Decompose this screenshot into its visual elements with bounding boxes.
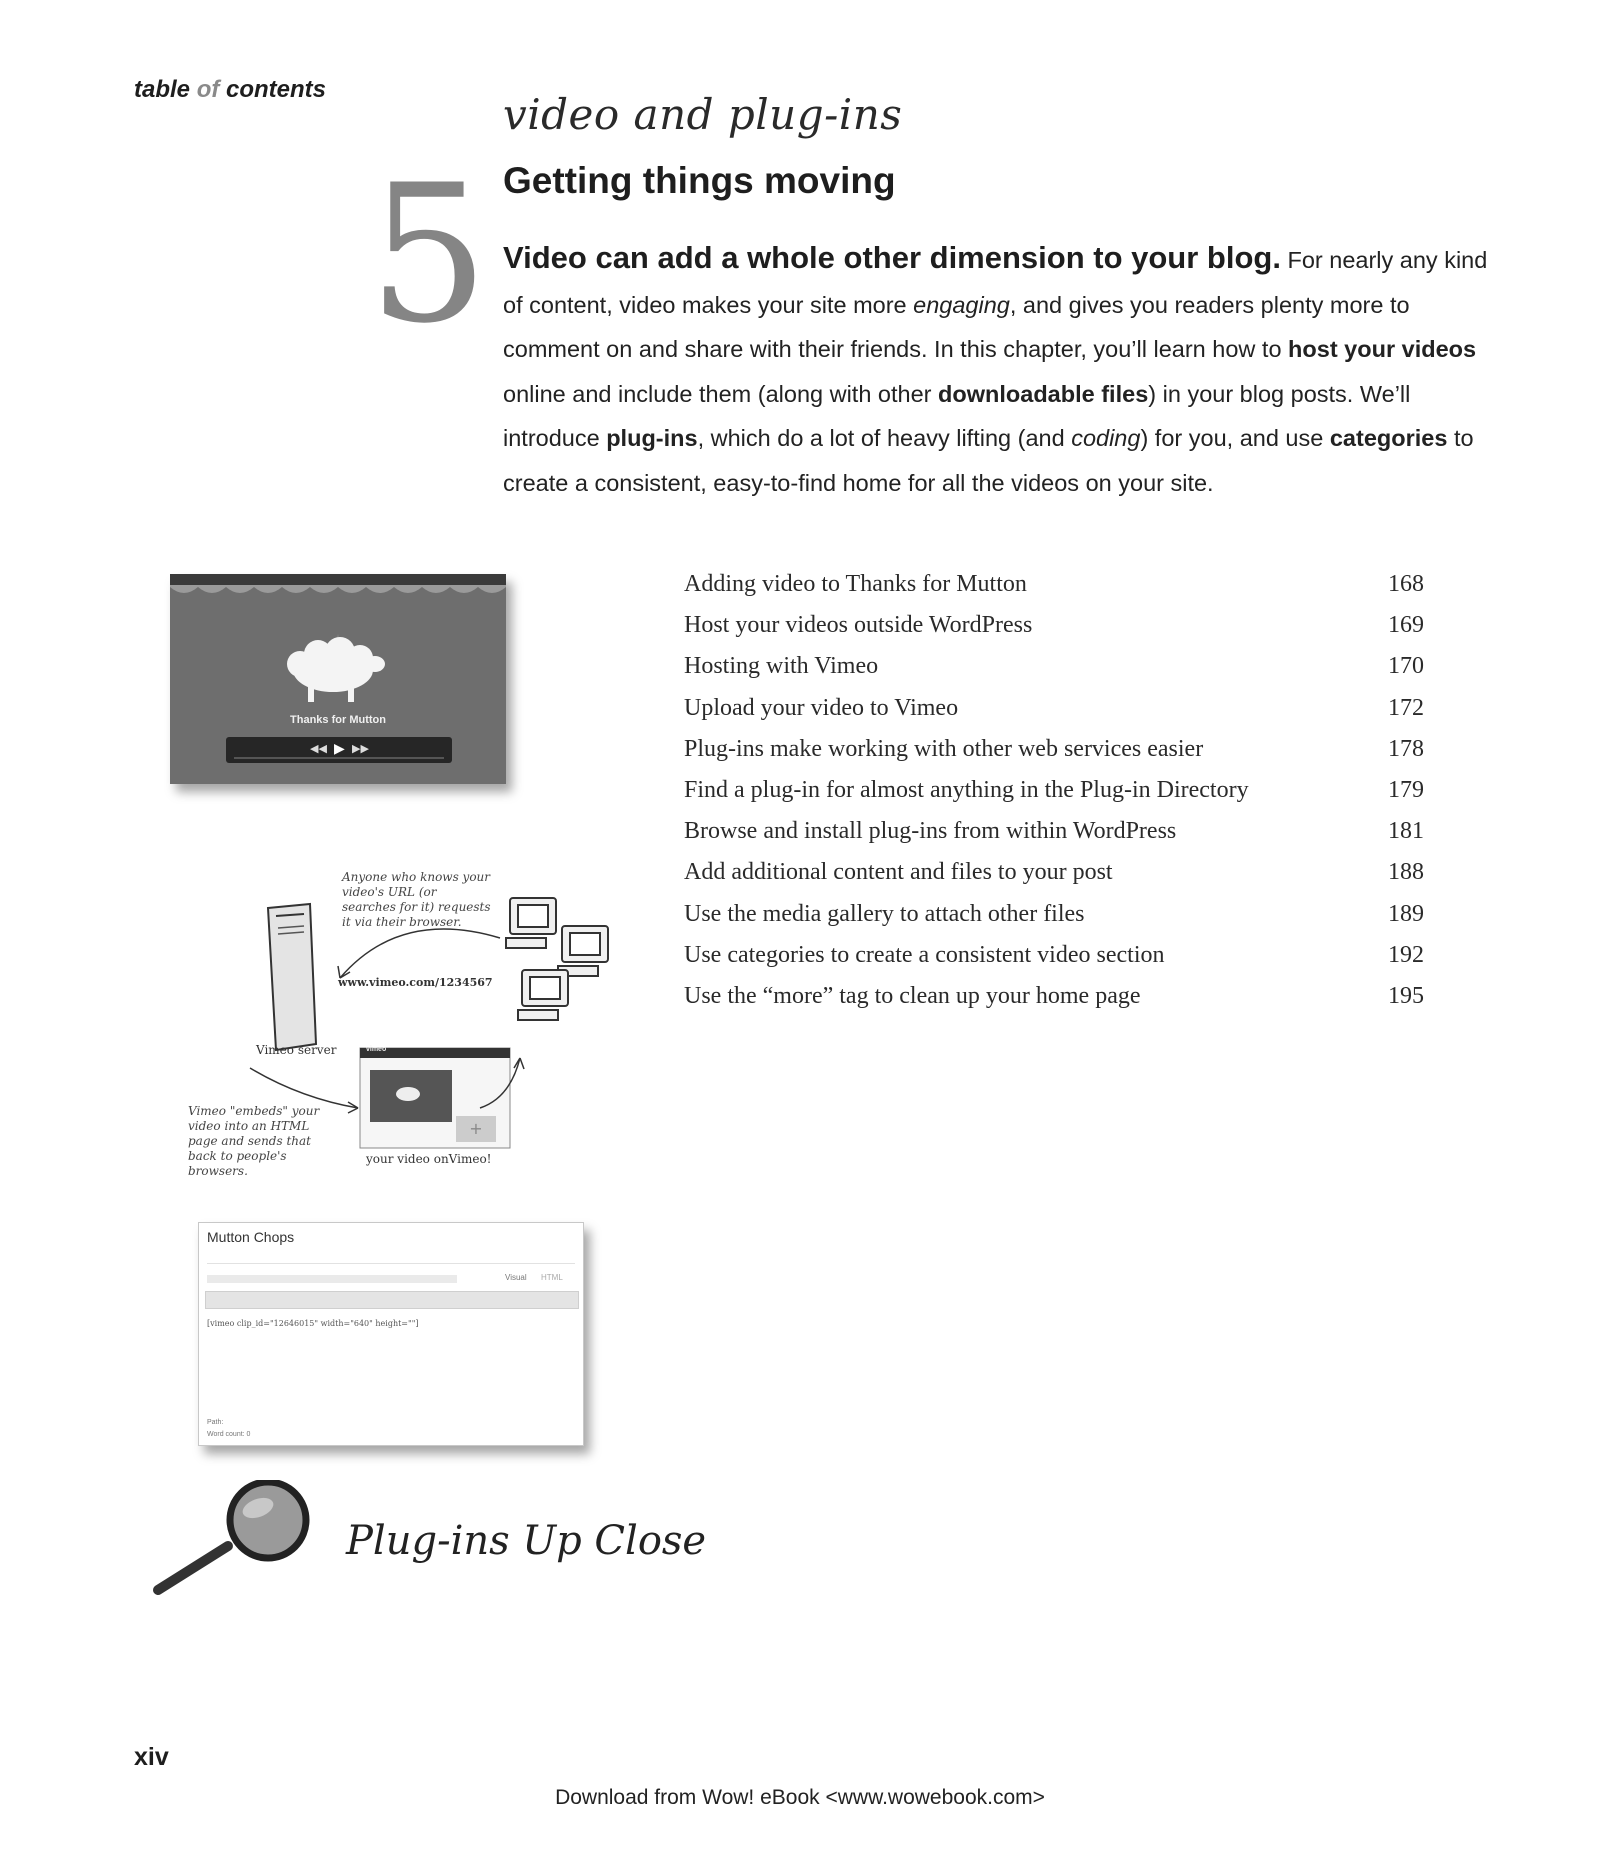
toc-entry[interactable] [684,646,1424,687]
toc-list [684,564,1424,1017]
progress-track[interactable] [234,757,444,759]
toc-entry-title: Add additional content and files to your post [684,859,1113,886]
toc-entry-title: Use the media gallery to attach other files [684,900,1085,927]
server-icon [268,904,316,1050]
fast-forward-icon[interactable]: ▶▶ [352,743,369,755]
toc-entry[interactable] [684,935,1424,976]
path-label: Path: [207,1419,224,1426]
window-titlebar [170,574,506,585]
word-count: Word count: 0 [207,1431,251,1438]
toc-entry-title: Host your videos outside WordPress [684,612,1033,639]
svg-text:+: + [469,1119,483,1138]
diagram-mini-logo: vimeo [366,1046,387,1053]
toc-entry-title: Browse and install plug-ins from within WordPress [684,818,1177,845]
toc-entry-page: 189 [1388,900,1424,927]
request-arrow [340,929,500,978]
toc-entry[interactable] [684,605,1424,646]
toc-entry-page: 169 [1388,612,1424,639]
toc-entry-title: Use the “more” tag to clean up your home page [684,982,1141,1009]
toc-entry-title: Hosting with Vimeo [684,653,879,680]
toc-entry[interactable] [684,852,1424,893]
formatting-toolbar [205,1291,579,1309]
chapter-intro: Video can add a whole other dimension to your blog. For nearly any kind of content, video makes your site more engaging, and gives you readers plenty more to comment on and share with their friends. In this chapter, you’ll learn how to host your videos online and include them (along with other downloadable files) in your blog posts. We’ll introduce plug-ins, which do a lot of heavy lifting (and coding) for you, and use categories to create a consistent, easy-to-find home for all the videos on your site. [503,240,1488,496]
editor-screenshot [198,1222,584,1446]
toc-entry-page: 195 [1388,982,1424,1009]
permalink-bar [207,1253,575,1264]
magnifying-glass-icon [150,1480,330,1600]
toc-entry[interactable] [684,770,1424,811]
tab-visual[interactable]: Visual [505,1273,527,1282]
toc-entry[interactable] [684,564,1424,605]
toc-entry[interactable] [684,688,1424,729]
vimeo-page-thumbnail [360,1048,510,1148]
diagram-server-label: Vimeo server [256,1043,337,1057]
play-icon[interactable]: ▶ [334,740,345,756]
toc-entry-title: Upload your video to Vimeo [684,694,959,721]
toc-entry-title: Adding video to Thanks for Mutton [684,571,1027,597]
toc-entry-page: 192 [1388,941,1424,968]
chapter-subtitle: Getting things moving [503,160,896,201]
toc-entry-page: 178 [1388,735,1424,762]
chapter-number: 5 [368,144,489,365]
toc-entry[interactable] [684,729,1424,770]
toc-entry-title: Find a plug-in for almost anything in the Plug-in Directory [684,776,1249,803]
toc-entry-page: 170 [1388,653,1424,680]
toc-entry-page: 179 [1388,776,1424,803]
running-head: table of contents [134,76,327,103]
toc-entry-page: 188 [1388,859,1424,886]
diagram-note-top: Anyone who knows your video's URL (or searches for it) requests it via their browser. [342,870,491,929]
player-controls [226,737,452,763]
toc-entry[interactable] [684,811,1424,852]
upload-insert-bar [207,1275,457,1283]
feature-title: Plug-ins Up Close [346,1518,707,1564]
scalloped-border [170,585,506,599]
video-caption: Thanks for Mutton [290,714,386,726]
diagram-note-bottom: Vimeo "embeds" your video into an HTML page and sends that back to people's browsers. [188,1104,320,1178]
sheep-icon [278,634,398,714]
computers-icon [506,898,608,1020]
toc-entry-page: 181 [1388,818,1424,845]
page-number: xiv [134,1743,169,1771]
toc-entry-page: 168 [1388,571,1424,597]
rewind-icon[interactable]: ◀◀ [310,743,327,755]
video-player-screenshot [170,574,506,784]
shortcode-text[interactable]: [vimeo clip_id="12646015" width="640" height=""] [207,1319,419,1328]
toc-entry-title: Use categories to create a consistent video section [684,941,1165,968]
toc-entry[interactable] [684,894,1424,935]
diagram-page-label: your video onVimeo! [366,1152,492,1166]
diagram-url: www.vimeo.com/1234567 [338,976,493,989]
toc-entry[interactable] [684,976,1424,1017]
chapter-title: video and plug-ins [503,90,903,139]
post-title: Mutton Chops [207,1229,295,1245]
toc-entry-page: 172 [1388,694,1424,721]
tab-html[interactable]: HTML [541,1273,563,1282]
footer-note: Download from Wow! eBook <www.wowebook.com> [555,1786,1045,1809]
toc-entry-title: Plug-ins make working with other web services easier [684,735,1204,762]
